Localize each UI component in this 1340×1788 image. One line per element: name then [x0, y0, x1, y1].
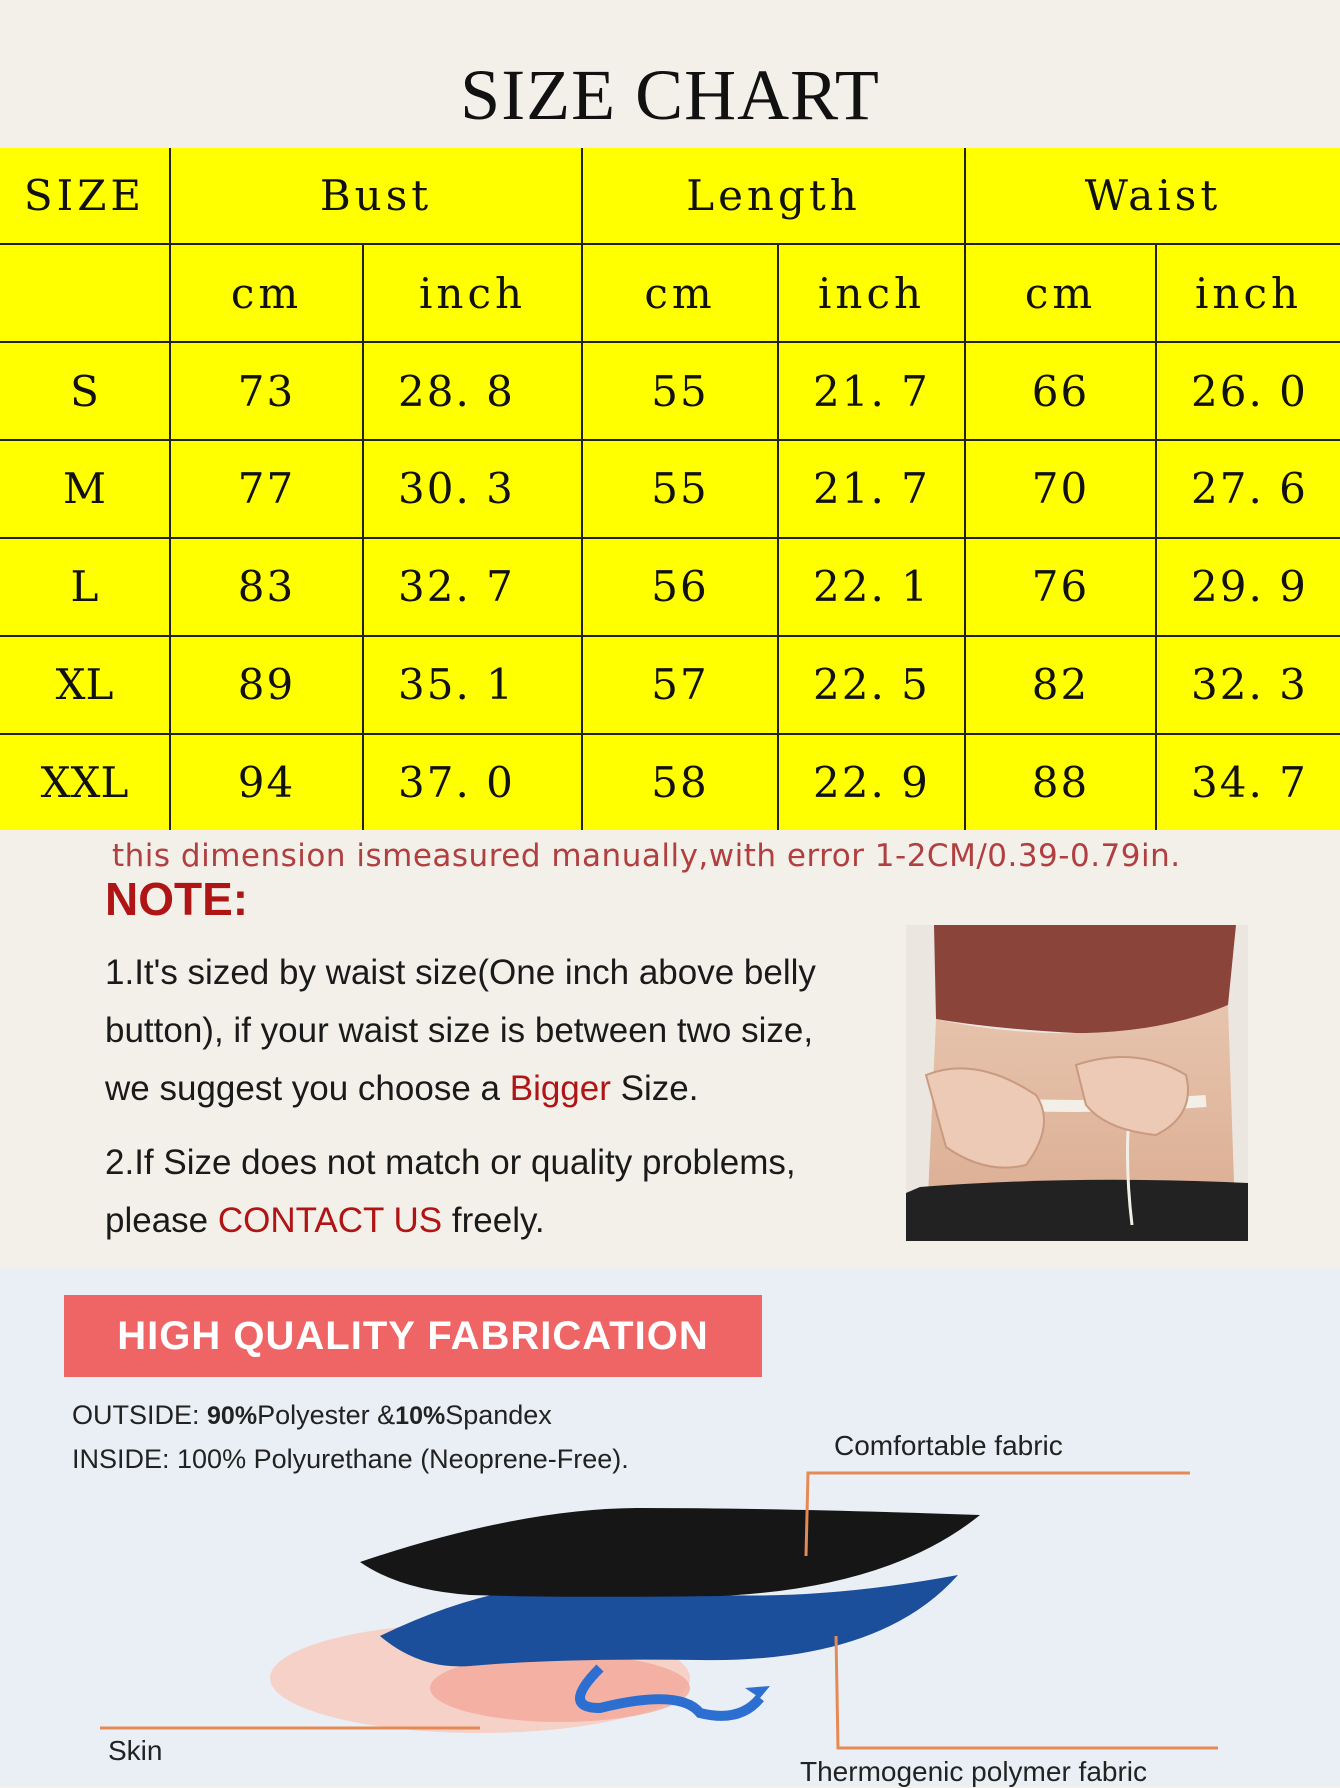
value-cell: 58: [582, 734, 778, 830]
inside-material-line: INSIDE: 100% Polyurethane (Neoprene-Free).: [72, 1444, 629, 1474]
size-cell: S: [0, 342, 170, 440]
waist-column-header: Waist: [965, 148, 1340, 244]
note-1-highlight: Bigger: [509, 1069, 611, 1108]
note-1-text: 1.It's sized by waist size(One inch above belly button), if your waist size is between two size, we suggest you choose a: [105, 953, 816, 1108]
value-cell: 94: [170, 734, 363, 830]
outside-material-2: Spandex: [445, 1400, 552, 1430]
length-column-header: Length: [582, 148, 965, 244]
note-heading: NOTE:: [105, 873, 249, 925]
note-paragraph-2: [105, 1134, 865, 1250]
page-title: SIZE CHART: [460, 55, 880, 135]
value-cell: 34. 7: [1156, 734, 1340, 830]
comfortable-fabric-label: Comfortable fabric: [834, 1430, 1063, 1461]
outside-percent-2: 10%: [395, 1402, 446, 1430]
unit-cell: cm: [582, 244, 778, 342]
value-cell: 32. 3: [1156, 636, 1340, 734]
units-row: [0, 244, 1340, 342]
outside-material-1: Polyester: [257, 1400, 370, 1430]
note-1-tail: Size.: [610, 1069, 699, 1108]
value-cell: 29. 9: [1156, 538, 1340, 636]
value-cell: 82: [965, 636, 1156, 734]
outside-ampersand: &: [377, 1400, 396, 1430]
value-cell: 32. 7: [363, 538, 582, 636]
table-row: [0, 734, 1340, 830]
value-cell: 22. 9: [778, 734, 965, 830]
fabric-layers-diagram: [0, 1268, 1340, 1786]
value-cell: 56: [582, 538, 778, 636]
outside-label: OUTSIDE:: [72, 1400, 200, 1430]
units-blank-cell: [0, 244, 170, 342]
size-cell: L: [0, 538, 170, 636]
size-cell: M: [0, 440, 170, 538]
table-header-row: [0, 148, 1340, 244]
unit-cell: inch: [363, 244, 582, 342]
value-cell: 28. 8: [363, 342, 582, 440]
unit-cell: inch: [1156, 244, 1340, 342]
value-cell: 55: [582, 440, 778, 538]
value-cell: 37. 0: [363, 734, 582, 830]
note-2-tail: freely.: [442, 1201, 545, 1240]
value-cell: 30. 3: [363, 440, 582, 538]
value-cell: 26. 0: [1156, 342, 1340, 440]
bust-column-header: Bust: [170, 148, 582, 244]
contact-us-link[interactable]: CONTACT US: [217, 1201, 443, 1240]
value-cell: 55: [582, 342, 778, 440]
measurement-disclaimer: this dimension ismeasured manually,with error 1-2CM/0.39-0.79in.: [112, 838, 1181, 874]
value-cell: 21. 7: [778, 342, 965, 440]
value-cell: 35. 1: [363, 636, 582, 734]
value-cell: 77: [170, 440, 363, 538]
value-cell: 88: [965, 734, 1156, 830]
value-cell: 57: [582, 636, 778, 734]
value-cell: 70: [965, 440, 1156, 538]
value-cell: 22. 5: [778, 636, 965, 734]
size-column-header: SIZE: [0, 148, 170, 244]
unit-cell: cm: [170, 244, 363, 342]
size-table: [0, 148, 1340, 830]
skin-label: Skin: [108, 1735, 163, 1766]
outside-percent-1: 90%: [207, 1402, 258, 1430]
value-cell: 21. 7: [778, 440, 965, 538]
note-body: [105, 944, 865, 1266]
value-cell: 89: [170, 636, 363, 734]
unit-cell: inch: [778, 244, 965, 342]
value-cell: 83: [170, 538, 363, 636]
table-row: [0, 636, 1340, 734]
unit-cell: cm: [965, 244, 1156, 342]
value-cell: 66: [965, 342, 1156, 440]
value-cell: 73: [170, 342, 363, 440]
size-cell: XL: [0, 636, 170, 734]
thermogenic-fabric-label: Thermogenic polymer fabric: [800, 1756, 1148, 1787]
value-cell: 22. 1: [778, 538, 965, 636]
table-row: [0, 440, 1340, 538]
value-cell: 76: [965, 538, 1156, 636]
note-2-text: 2.If Size does not match or quality problems, please: [105, 1143, 796, 1240]
note-paragraph-1: [105, 944, 865, 1118]
value-cell: 27. 6: [1156, 440, 1340, 538]
table-row: [0, 342, 1340, 440]
waist-measuring-photo: [906, 925, 1248, 1241]
fabrication-banner: HIGH QUALITY FABRICATION: [64, 1295, 762, 1377]
size-cell: XXL: [0, 734, 170, 830]
table-row: [0, 538, 1340, 636]
